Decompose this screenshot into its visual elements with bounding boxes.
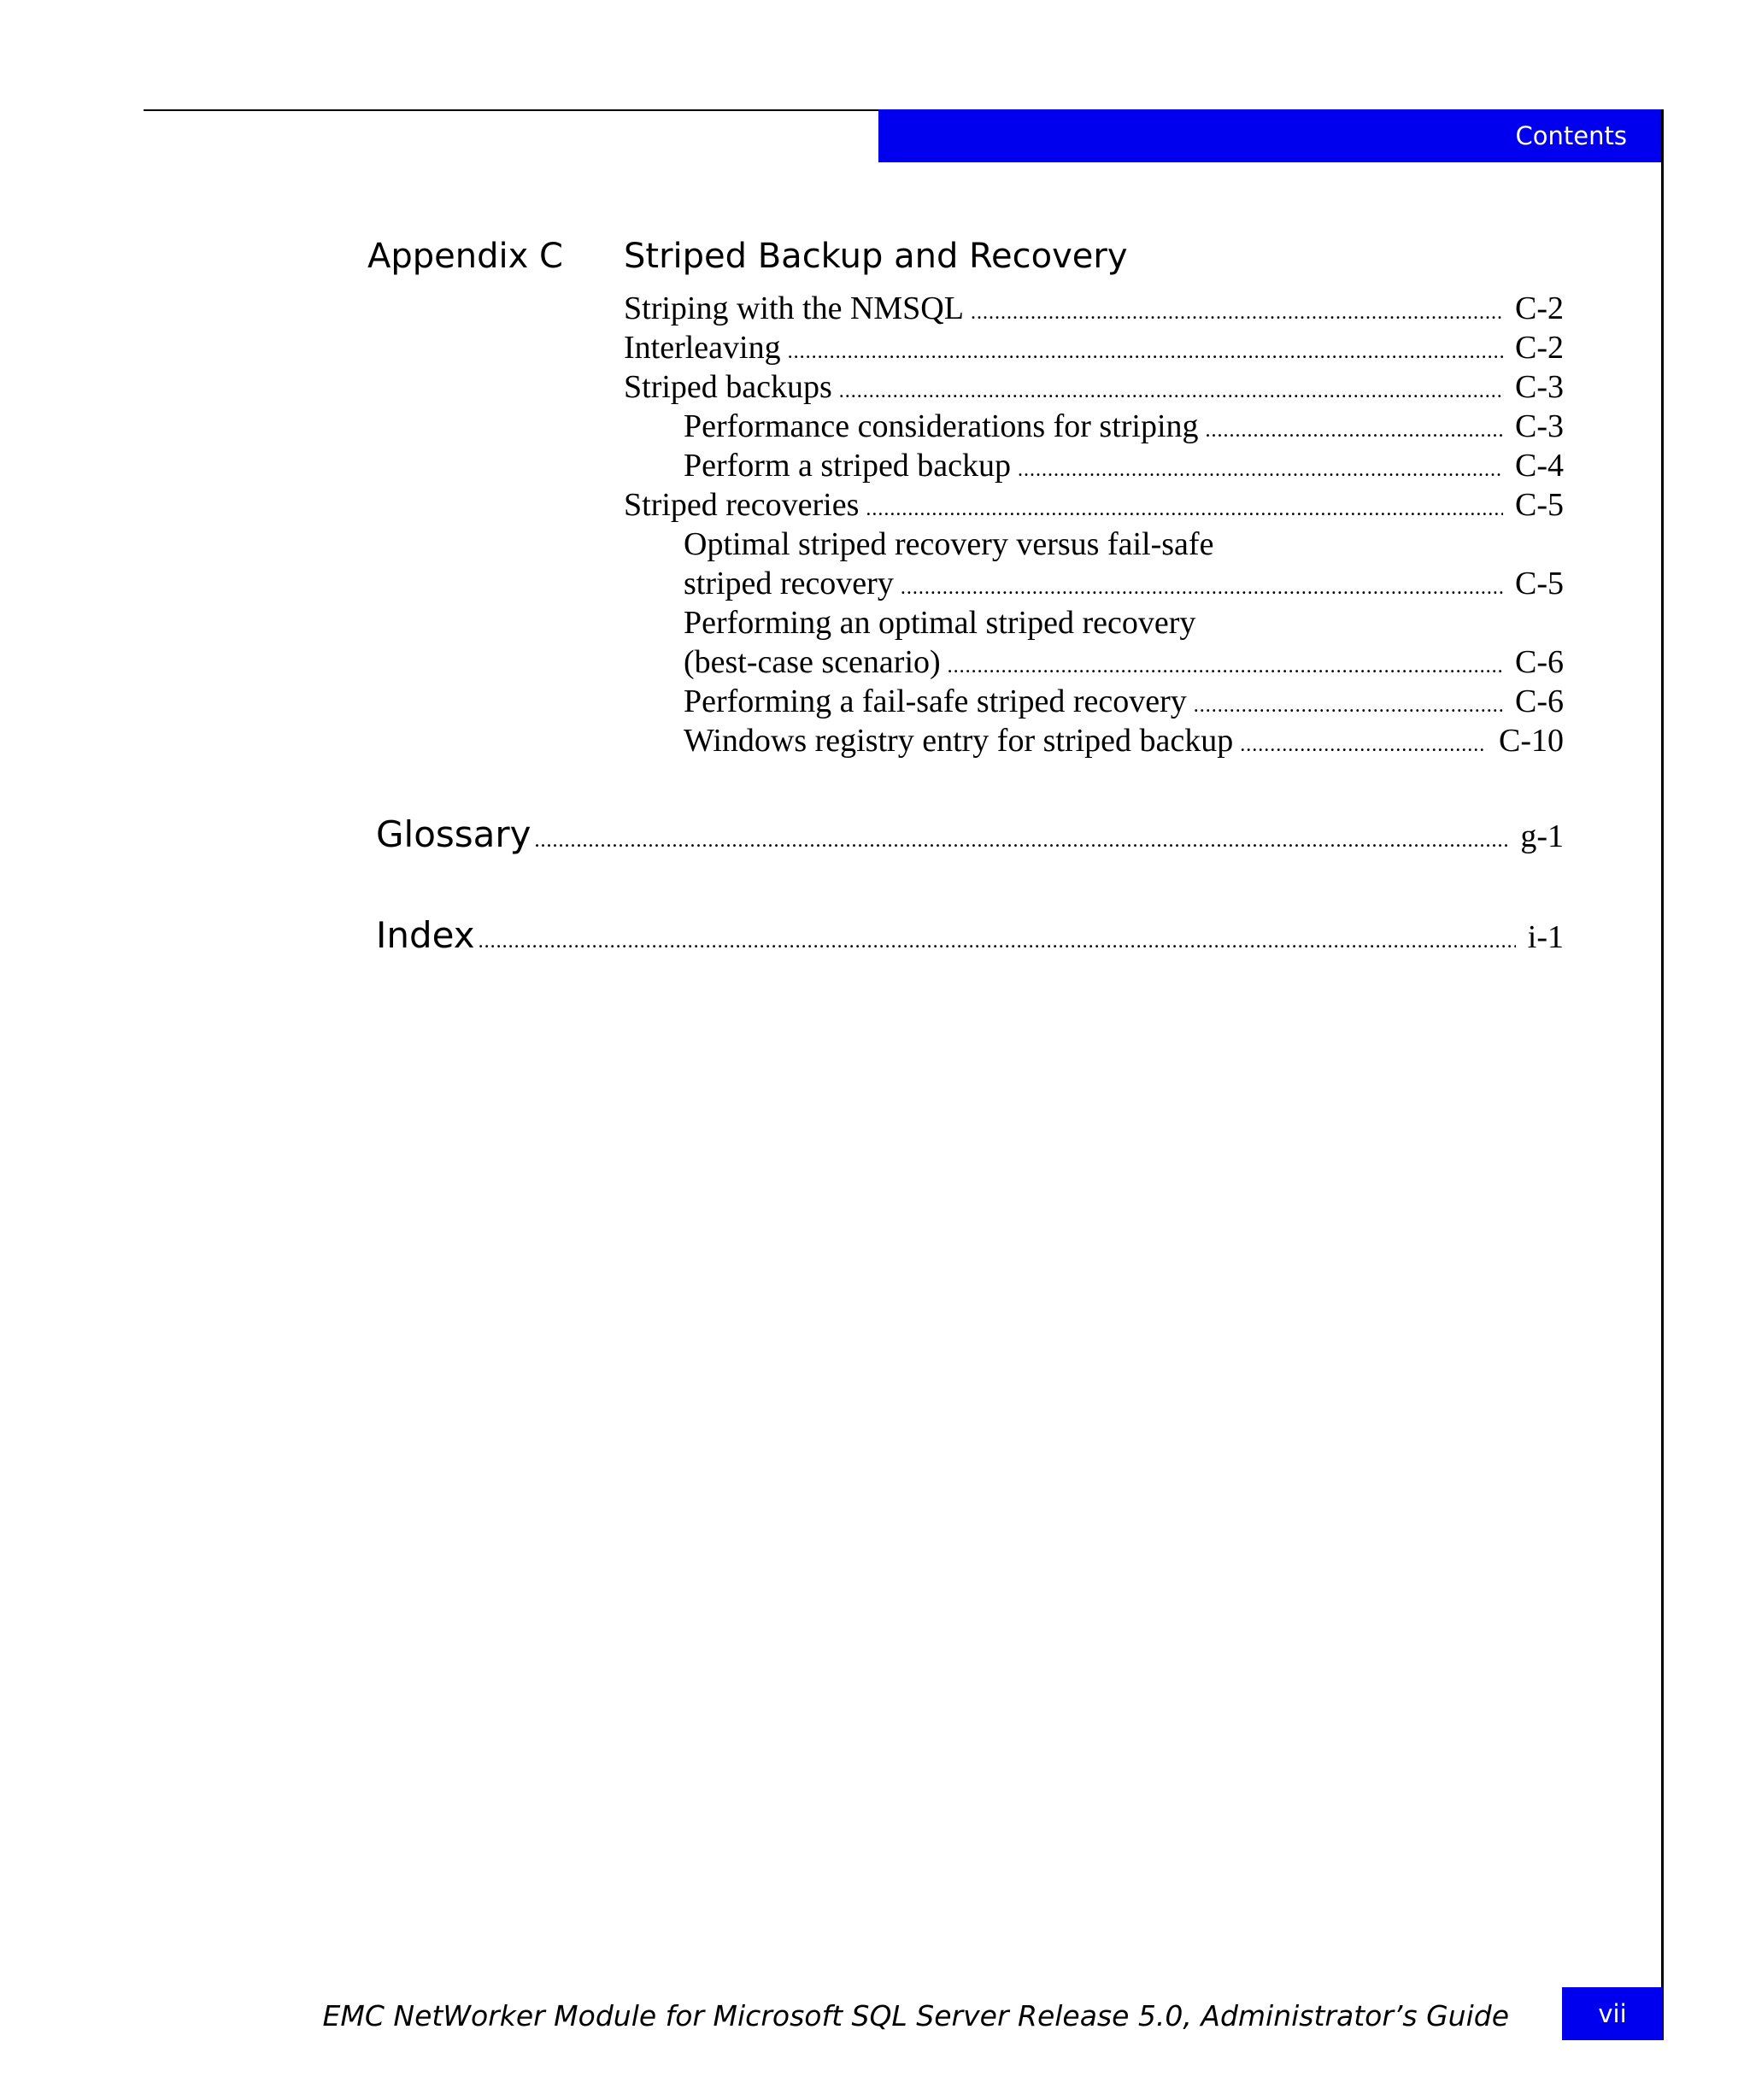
right-margin-rule [1661,109,1664,2040]
dot-leader [1240,725,1487,765]
toc-subentry[interactable] [624,446,1564,485]
toc-entry-text: Striped recoveries [624,487,860,523]
glossary-label: Glossary [376,813,531,855]
toc-entry-text: Windows registry entry for striped backup [684,723,1234,759]
section-label: Contents [1515,121,1627,150]
toc-entry-page: C-5 [1515,566,1564,601]
dot-leader [788,332,1503,372]
appendix-title: Striped Backup and Recovery [624,237,1128,276]
toc-entry-text: striped recovery [684,566,894,601]
dot-leader [1018,450,1503,490]
toc-entry[interactable] [624,328,1564,367]
toc-subentry-first-line[interactable]: Optimal striped recovery versus fail-safe [684,526,1214,562]
index-page: i-1 [1527,919,1564,955]
toc-entry[interactable] [624,367,1564,407]
toc-entry-text: Performance considerations for striping [684,408,1199,444]
toc-entry[interactable] [624,485,1564,525]
toc-entry-page: C-2 [1515,290,1564,326]
toc-subentry[interactable] [624,564,1564,603]
toc-entry-page: C-4 [1515,448,1564,484]
dot-leader [1206,411,1503,450]
appendix-label: Appendix C [367,237,563,276]
index-entry[interactable] [376,914,1564,956]
toc-entry-page: C-5 [1515,487,1564,523]
toc-subentry[interactable] [624,721,1564,760]
toc-entry-page: C-6 [1515,644,1564,680]
toc-entry-page: C-3 [1515,408,1564,444]
toc-subentry[interactable] [624,642,1564,682]
dot-leader [866,490,1503,529]
glossary-page: g-1 [1520,818,1564,854]
toc-entry-page: C-10 [1499,723,1564,759]
toc-entry-text: Interleaving [624,330,781,366]
toc-entry[interactable] [624,289,1564,328]
dot-leader [971,293,1503,332]
toc-subentry[interactable] [624,407,1564,446]
toc-entry-page: C-2 [1515,330,1564,366]
toc-entry-text: (best-case scenario) [684,644,941,680]
toc-subentry-first-line[interactable]: Performing an optimal striped recovery [684,605,1196,641]
toc-entry-text: Performing a fail-safe striped recovery [684,683,1187,719]
glossary-entry[interactable] [376,813,1564,855]
header-rule [144,109,878,111]
dot-leader [479,930,1516,953]
toc-entry-text: Striped backups [624,369,832,405]
toc-entry-text: Striping with the NMSQL [624,290,964,326]
toc-subentry[interactable] [624,682,1564,721]
footer-title: EMC NetWorker Module for Microsoft SQL Server Release 5.0, Administrator’s Guide [322,1999,1509,2033]
dot-leader [948,647,1503,686]
dot-leader [535,830,1509,853]
header-band [878,109,1663,162]
page-number-box [1562,1987,1663,2040]
page-number: vii [1598,1999,1627,2028]
index-label: Index [376,914,475,956]
dot-leader [901,568,1503,607]
toc-entries [624,289,1564,760]
toc-entry-page: C-6 [1515,683,1564,719]
toc-entry-text: Perform a striped backup [684,448,1012,484]
dot-leader [839,372,1503,411]
dot-leader [1194,686,1503,725]
toc-entry-page: C-3 [1515,369,1564,405]
